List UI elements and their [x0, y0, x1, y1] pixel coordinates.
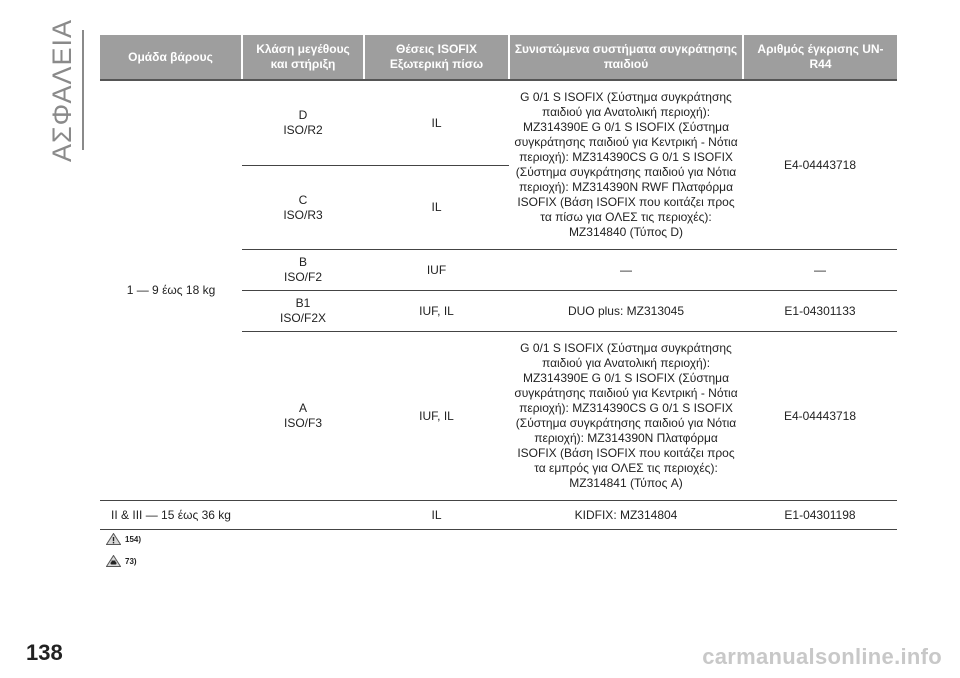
isofix-position-cell: IL [364, 80, 509, 166]
table-row [100, 80, 897, 166]
isofix-table [100, 35, 897, 530]
size-class-letter: B [298, 255, 307, 269]
size-class-code: ISO/F3 [283, 416, 322, 430]
weight-group-cell: II & III — 15 έως 36 kg [100, 501, 242, 530]
page-number: 138 [26, 640, 63, 665]
section-title-text: ΑΣΦΑΛΕΙΑ [47, 18, 78, 162]
approval-number-cell: — [743, 250, 897, 291]
size-class-cell [242, 291, 364, 332]
note-ref-text: 154) [125, 534, 142, 544]
note-ref-text: 73) [125, 556, 137, 566]
header-isofix-positions: Θέσεις ISOFIX Εξωτερική πίσω [364, 35, 509, 80]
size-class-cell [242, 80, 364, 166]
size-class-code: ISO/F2X [279, 311, 326, 325]
size-class-cell [242, 250, 364, 291]
recommended-system-cell: DUO plus: MZ313045 [509, 291, 743, 332]
size-class-cell [242, 501, 364, 530]
size-class-letter: B1 [295, 296, 311, 310]
warning-triangle-icon [106, 533, 121, 545]
size-class-letter: D [298, 108, 308, 122]
section-title [47, 18, 78, 162]
header-size-class: Κλάση μεγέθους και στήριξη [242, 35, 364, 80]
approval-number-cell: E4-04443718 [743, 80, 897, 250]
section-title-rule [82, 30, 84, 150]
weight-group-cell: 1 — 9 έως 18 kg [100, 80, 242, 501]
size-class-code: ISO/R2 [283, 123, 323, 137]
note-reference [106, 555, 137, 567]
size-class-letter: C [298, 192, 308, 207]
header-weight-group: Ομάδα βάρους [100, 35, 242, 80]
size-class-cell [242, 166, 364, 250]
recommended-system-cell: KIDFIX: MZ314804 [509, 501, 743, 530]
size-class-cell [242, 332, 364, 501]
table-header-row [100, 35, 897, 80]
car-warning-icon [106, 555, 121, 567]
recommended-system-cell: — [509, 250, 743, 291]
watermark: carmanualsonline.info [702, 644, 942, 669]
approval-number-cell: E1-04301133 [743, 291, 897, 332]
isofix-position-cell: IL [364, 166, 509, 250]
isofix-position-cell: IUF, IL [364, 291, 509, 332]
header-approval-number: Αριθμός έγκρισης UN-R44 [743, 35, 897, 80]
header-recommended-systems: Συνιστώμενα συστήματα συγκράτησης παιδιού [509, 35, 743, 80]
size-class-code: ISO/R3 [283, 207, 323, 222]
approval-number-cell: E4-04443718 [743, 332, 897, 501]
table-row [100, 501, 897, 530]
recommended-system-cell: G 0/1 S ISOFIX (Σύστημα συγκράτησης παιδιού για Ανατολική περιοχή): MZ314390E G 0/1 S ISOFIX (Σύστημα συγκράτησης παιδιού για Κεντρική - Νότια περιοχή): MZ314390CS G 0/1 S ISOFIX (Σύστημα συγκράτησης παιδιού για Νότια περιοχή): MZ314390N RWF Πλατφόρμα ISOFIX (Βάση ISOFIX που κοιτάζει προς τα πίσω για ΟΛΕΣ τις περιοχές): MZ314840 (Τύπος D) [509, 80, 743, 250]
note-reference [106, 533, 141, 545]
isofix-position-cell: IL [364, 501, 509, 530]
isofix-position-cell: IUF, IL [364, 332, 509, 501]
isofix-position-cell: IUF [364, 250, 509, 291]
approval-number-cell: E1-04301198 [743, 501, 897, 530]
size-class-code: ISO/F2 [283, 270, 322, 284]
recommended-system-cell: G 0/1 S ISOFIX (Σύστημα συγκράτησης παιδιού για Ανατολική περιοχή): MZ314390E G 0/1 S ISOFIX (Σύστημα συγκράτησης παιδιού για Κεντρική - Νότια περιοχή): MZ314390CS G 0/1 S ISOFIX (Σύστημα συγκράτησης παιδιού για Νότια περιοχή): MZ314390N Πλατφόρμα ISOFIX (Βάση ISOFIX που κοιτάζει προς τα εμπρός για ΟΛΕΣ τις περιοχές): MZ314841 (Τύπος A) [509, 332, 743, 501]
size-class-letter: A [298, 401, 307, 415]
